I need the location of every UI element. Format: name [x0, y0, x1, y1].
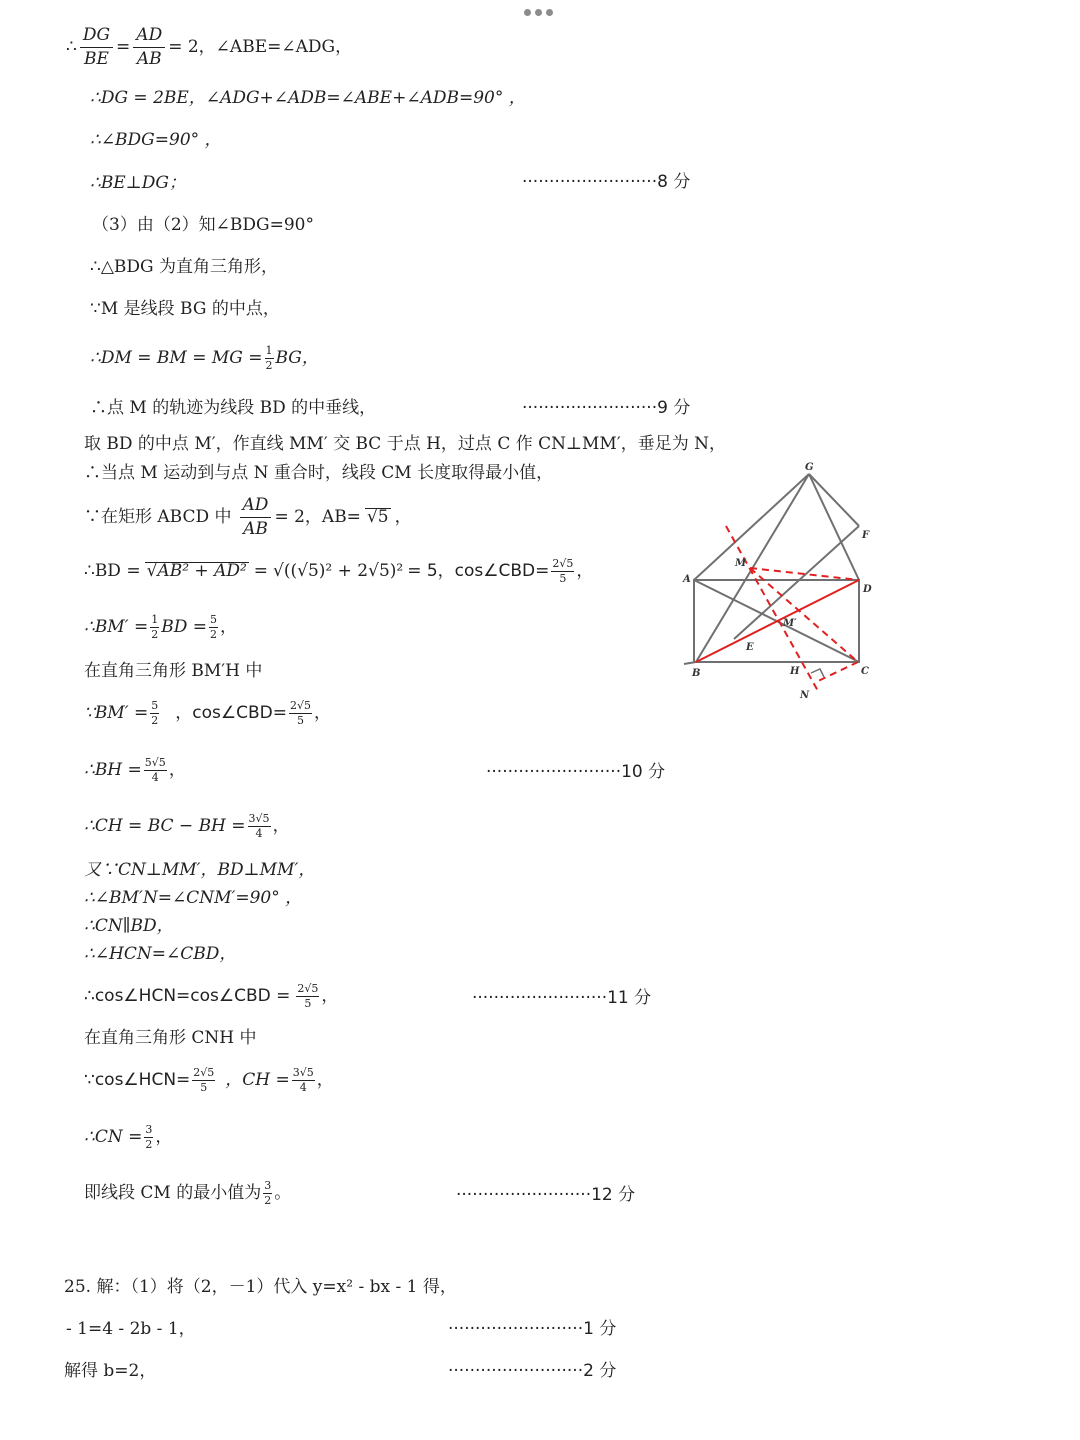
- equation-line-23: ∴cos∠HCN=cos∠CBD = $\frac{2√5}{5}$ ，: [84, 982, 339, 1010]
- equation-line-12: ∵在矩形 ABCD 中 $\frac{AD}{AB}$ = 2，AB= √5 ，: [84, 495, 412, 539]
- equation-line-20: ∴∠BM′N=∠CNM′=90° ，: [84, 888, 303, 908]
- equation-line-16: ∵BM′ = $\frac{5}{2}$ ，cos∠CBD= $\frac{2√5}{5}$ ，: [84, 699, 331, 727]
- equation-line-30: 解得 b=2，: [64, 1361, 157, 1381]
- score-10: ·························10 分: [486, 762, 666, 782]
- equation-line-26: ∴CN = $\frac{3}{2}$ ，: [84, 1123, 173, 1151]
- label-d: D: [863, 584, 872, 595]
- score-11: ·························11 分: [472, 988, 652, 1008]
- equation-line-14: ∴BM′ = $\frac{1}{2}$ BD = $\frac{5}{2}$ ，: [84, 613, 238, 641]
- equation-line-21: ∴CN∥BD，: [84, 916, 174, 936]
- label-e: E: [746, 642, 754, 653]
- score-1: ·························1 分: [448, 1319, 617, 1339]
- label-h: H: [790, 666, 800, 677]
- question-25-intro: 25. 解：（1）将（2，－1）代入 y=x² - bx - 1 得，: [64, 1277, 457, 1297]
- equation-line-18: ∴CH = BC − BH = $\frac{3√5}{4}$ ，: [84, 812, 290, 840]
- score-9: ·························9 分: [522, 398, 691, 418]
- equation-line-24: 在直角三角形 CNH 中: [84, 1028, 257, 1048]
- score-12: ·························12 分: [456, 1185, 636, 1205]
- equation-line-22: ∴∠HCN=∠CBD，: [84, 944, 237, 964]
- more-options-icon[interactable]: [524, 9, 553, 16]
- label-b: B: [692, 668, 701, 679]
- equation-line-1: ∴ $\frac{DG}{BE}$ = $\frac{AD}{AB}$ = 2，∠ABE=∠ADG，: [66, 25, 353, 69]
- label-m-prime: M′: [783, 618, 797, 629]
- label-g: G: [805, 462, 814, 473]
- right-angle-mark: [811, 669, 824, 677]
- equation-line-13: ∴BD = √AB² + AD² = √((√5)² + 2√5)² = 5，cos∠CBD= $\frac{2√5}{5}$ ，: [84, 557, 594, 585]
- segment-gf: [809, 474, 859, 526]
- equation-line-17: ∴BH = $\frac{5√5}{4}$ ，: [84, 756, 186, 784]
- equation-line-8: ∴DM = BM = MG = $\frac{1}{2}$ BG，: [90, 344, 319, 372]
- equation-line-9: ∴点 M 的轨迹为线段 BD 的中垂线，: [90, 398, 377, 418]
- segment-md: [750, 568, 859, 580]
- equation-line-19: 又∵CN⊥MM′，BD⊥MM′，: [84, 860, 316, 880]
- equation-line-2: ∴DG = 2BE，∠ADG+∠ADB=∠ABE+∠ADB=90° ，: [90, 88, 526, 108]
- equation-line-11: ∴当点 M 运动到与点 N 重合时，线段 CM 长度取得最小值，: [84, 463, 554, 483]
- conclusion-line: 即线段 CM 的最小值为 $\frac{3}{2}$ 。: [84, 1179, 292, 1207]
- geometry-figure: [676, 456, 886, 706]
- segment-ag: [694, 474, 809, 580]
- label-m: M: [735, 558, 747, 569]
- equation-line-4: ∴BE⊥DG；: [90, 173, 186, 193]
- equation-line-7: ∵M 是线段 BG 的中点，: [90, 299, 280, 319]
- equation-line-10: 取 BD 的中点 M′，作直线 MM′ 交 BC 于点 H，过点 C 作 CN⊥MM′，垂足为 N，: [84, 434, 726, 454]
- label-a: A: [683, 574, 691, 585]
- score-8: ·························8 分: [522, 172, 691, 192]
- label-c: C: [861, 666, 869, 677]
- equation-line-15: 在直角三角形 BM′H 中: [84, 661, 263, 681]
- equation-line-3: ∴∠BDG=90° ，: [90, 130, 222, 150]
- label-n: N: [800, 690, 810, 701]
- base-extension: [684, 662, 696, 664]
- equation-line-6: ∴△BDG 为直角三角形，: [90, 257, 278, 277]
- score-2: ·························2 分: [448, 1361, 617, 1381]
- part-3-intro: （3）由（2）知∠BDG=90°: [92, 215, 314, 235]
- equation-line-25: ∵cos∠HCN= $\frac{2√5}{5}$ ，CH = $\frac{3√5}{4}$ ，: [84, 1066, 334, 1094]
- label-f: F: [862, 530, 870, 541]
- equation-line-29: - 1=4 - 2b - 1，: [66, 1319, 196, 1339]
